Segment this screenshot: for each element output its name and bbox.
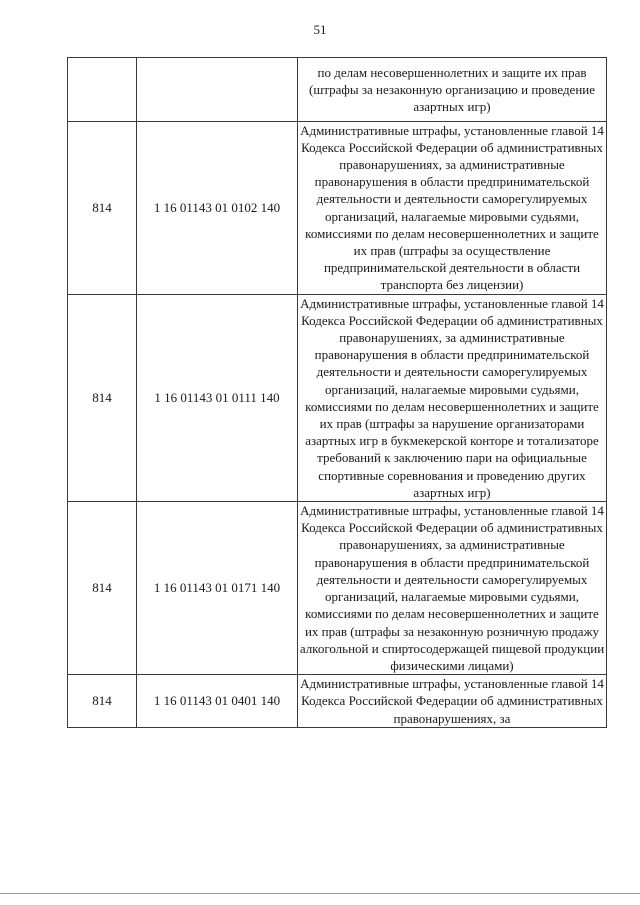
- description-cell: Административные штрафы, установленные главой 14 Кодекса Российской Федерации об административных правонарушениях, за административные правонарушения в области предпринимательской деятельности и деятельности саморегулируемых организаций, налагаемые мировыми судьями, комиссиями по делам несовершеннолетних и защите их прав (штрафы за нарушение организаторами азартных игр в букмекерской конторе и тотализаторе требований к заключению пари на официальные спортивные соревнования и проведению других азартных игр): [298, 294, 607, 501]
- table-row: [68, 58, 607, 122]
- page-number: 51: [313, 22, 327, 37]
- admin-code-cell: 814: [68, 294, 137, 501]
- description-cell: Административные штрафы, установленные главой 14 Кодекса Российской Федерации об административных правонарушениях, за административные правонарушения в области предпринимательской деятельности и деятельности саморегулируемых организаций, налагаемые мировыми судьями, комиссиями по делам несовершеннолетних и защите их прав (штрафы за осуществление предпринимательской деятельности в области транспорта без лицензии): [298, 121, 607, 294]
- table-row: [68, 675, 607, 728]
- description-cell: Административные штрафы, установленные главой 14 Кодекса Российской Федерации об административных правонарушениях, за: [298, 675, 607, 728]
- admin-code-cell: 814: [68, 675, 137, 728]
- budget-codes-table: [67, 57, 607, 728]
- admin-code-cell: 814: [68, 502, 137, 675]
- admin-code-cell: 814: [68, 121, 137, 294]
- page-bottom-divider: [0, 893, 640, 894]
- kbk-code-cell: [137, 58, 298, 122]
- description-cell: Административные штрафы, установленные главой 14 Кодекса Российской Федерации об административных правонарушениях, за административные правонарушения в области предпринимательской деятельности и деятельности саморегулируемых организаций, налагаемые мировыми судьями, комиссиями по делам несовершеннолетних и защите их прав (штрафы за незаконную розничную продажу алкогольной и спиртосодержащей пищевой продукции физическими лицами): [298, 502, 607, 675]
- table-row: [68, 121, 607, 294]
- table-row: [68, 294, 607, 501]
- admin-code-cell: [68, 58, 137, 122]
- kbk-code-cell: 1 16 01143 01 0171 140: [137, 502, 298, 675]
- kbk-code-cell: 1 16 01143 01 0111 140: [137, 294, 298, 501]
- kbk-code-cell: 1 16 01143 01 0102 140: [137, 121, 298, 294]
- description-cell: по делам несовершеннолетних и защите их прав (штрафы за незаконную организацию и проведение азартных игр): [298, 58, 607, 122]
- table-row: [68, 502, 607, 675]
- kbk-code-cell: 1 16 01143 01 0401 140: [137, 675, 298, 728]
